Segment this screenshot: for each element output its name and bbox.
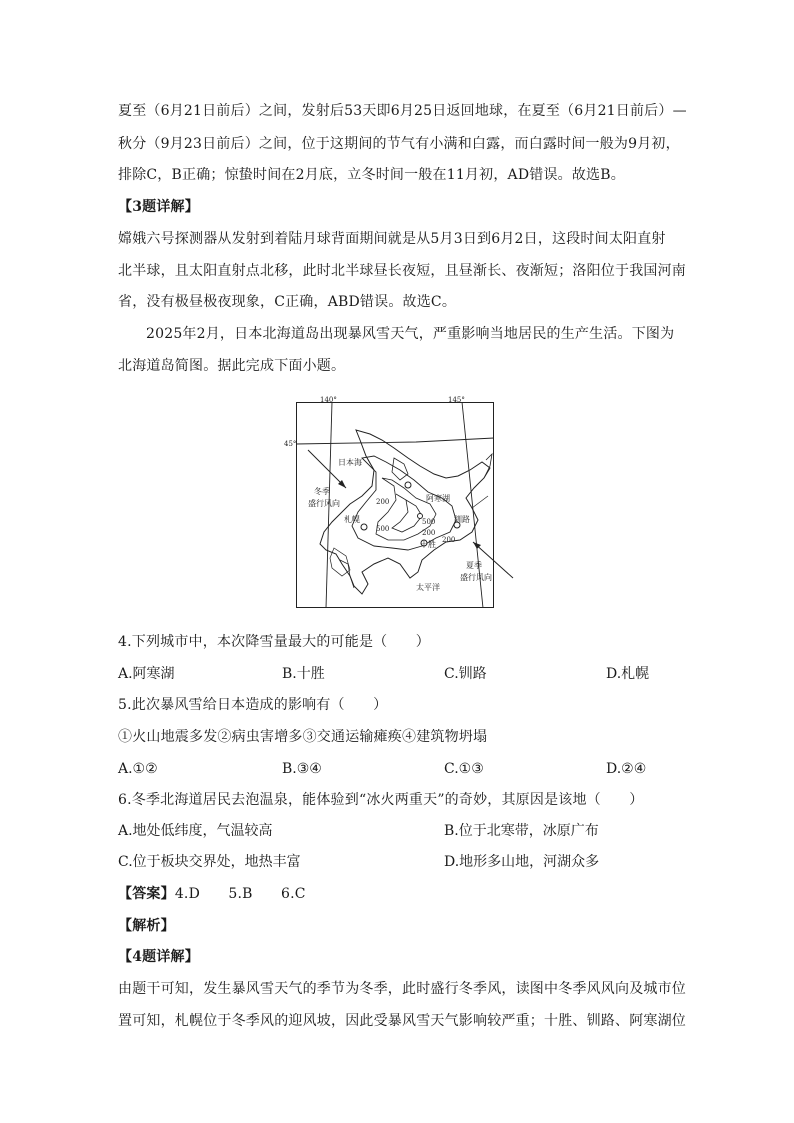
paragraph-line: 省，没有极昼极夜现象，C正确，ABD错误。故选C。 (118, 294, 457, 310)
intro-line: 2025年2月，日本北海道岛出现暴风雪天气，严重影响当地居民的生产生活。下图为 (146, 326, 675, 342)
q5-items: ①火山地震多发②病虫害增多③交通运输瘫痪④建筑物坍塌 (118, 729, 488, 745)
q6-option-a: A.地处低纬度，气温较高 (118, 823, 273, 839)
city-akan-label: 阿寒湖 (426, 494, 450, 503)
q4-option-c: C.钏路 (444, 666, 487, 682)
answer-values: 4.D 5.B 6.C (174, 886, 306, 902)
q5-option-b: B.③④ (282, 761, 322, 777)
city-sapporo-label: 札幌 (344, 515, 360, 524)
contour-label: 500 (422, 518, 436, 526)
q4-option-a: A.阿寒湖 (118, 666, 175, 682)
winter-wind-label: 盛行风向 (308, 499, 340, 508)
question-6: 6.冬季北海道居民去泡温泉，能体验到“冰火两重天”的奇妙，其原因是该地（ ） (118, 792, 644, 808)
q6-option-c: C.位于板块交界处，地热丰富 (118, 854, 301, 870)
contour-label: 500 (376, 525, 390, 533)
intro-line: 北海道岛简图。据此完成下面小题。 (118, 358, 346, 374)
contour-label: 200 (376, 498, 390, 506)
lon-145-label: 145° (448, 396, 465, 404)
paragraph-line: 夏至（6月21日前后）之间，发射后53天即6月25日返回地球，在夏至（6月21日前后）— (118, 103, 687, 119)
paragraph-line: 北半球，且太阳直射点北移，此时北半球昼长夜短，且昼渐长、夜渐短；洛阳位于我国河南 (118, 263, 686, 279)
paragraph-line: 置可知，札幌位于冬季风的迎风坡，因此受暴风雪天气影响较严重；十胜、钏路、阿寒湖位 (118, 1013, 686, 1029)
city-tokachi-label: 十胜 (420, 540, 436, 549)
summer-wind-label: 盛行风向 (460, 573, 492, 582)
question-5: 5.此次暴风雪给日本造成的影响有（ ） (118, 697, 388, 713)
q4-detail-heading: 【4题详解】 (118, 949, 199, 965)
contour-label: 200 (422, 529, 436, 537)
paragraph-line: 嫦娥六号探测器从发射到着陆月球背面期间就是从5月3日到6月2日，这段时间太阳直射 (118, 231, 666, 247)
answer-label (118, 884, 306, 904)
summer-wind-label: 夏季 (466, 561, 482, 570)
winter-wind-label: 冬季 (314, 487, 330, 496)
q5-option-a: A.①② (118, 761, 158, 777)
q5-option-d: D.②④ (606, 761, 647, 777)
analysis-heading: 【解析】 (118, 918, 175, 934)
q6-option-d: D.地形多山地，河湖众多 (444, 854, 600, 870)
lon-140-label: 140° (320, 396, 337, 404)
pacific-label: 太平洋 (416, 583, 440, 592)
sea-of-japan-label: 日本海 (338, 458, 362, 467)
city-kushiro-label: 釧路 (454, 515, 470, 524)
paragraph-line: 秋分（9月23日前后）之间，位于这期间的节气有小满和白露，而白露时间一般为9月初， (118, 136, 680, 152)
answer-heading: 【答案】 (118, 886, 175, 902)
section-heading: 【3题详解】 (118, 199, 199, 215)
q4-option-d: D.札幌 (606, 666, 650, 682)
hokkaido-map (284, 396, 494, 608)
question-4: 4.下列城市中，本次降雪量最大的可能是（ ） (118, 634, 430, 650)
paragraph-line: 由题干可知，发生暴风雪天气的季节为冬季，此时盛行冬季风，读图中冬季风风向及城市位 (118, 981, 686, 997)
q5-option-c: C.①③ (444, 761, 484, 777)
q4-option-b: B.十胜 (282, 666, 325, 682)
q6-option-b: B.位于北寒带，冰原广布 (444, 823, 599, 839)
lat-45-label: 45° (284, 440, 297, 448)
contour-label: 200 (442, 536, 456, 544)
paragraph-line: 排除C，B正确；惊蛰时间在2月底，立冬时间一般在11月初，AD错误。故选B。 (118, 167, 625, 183)
